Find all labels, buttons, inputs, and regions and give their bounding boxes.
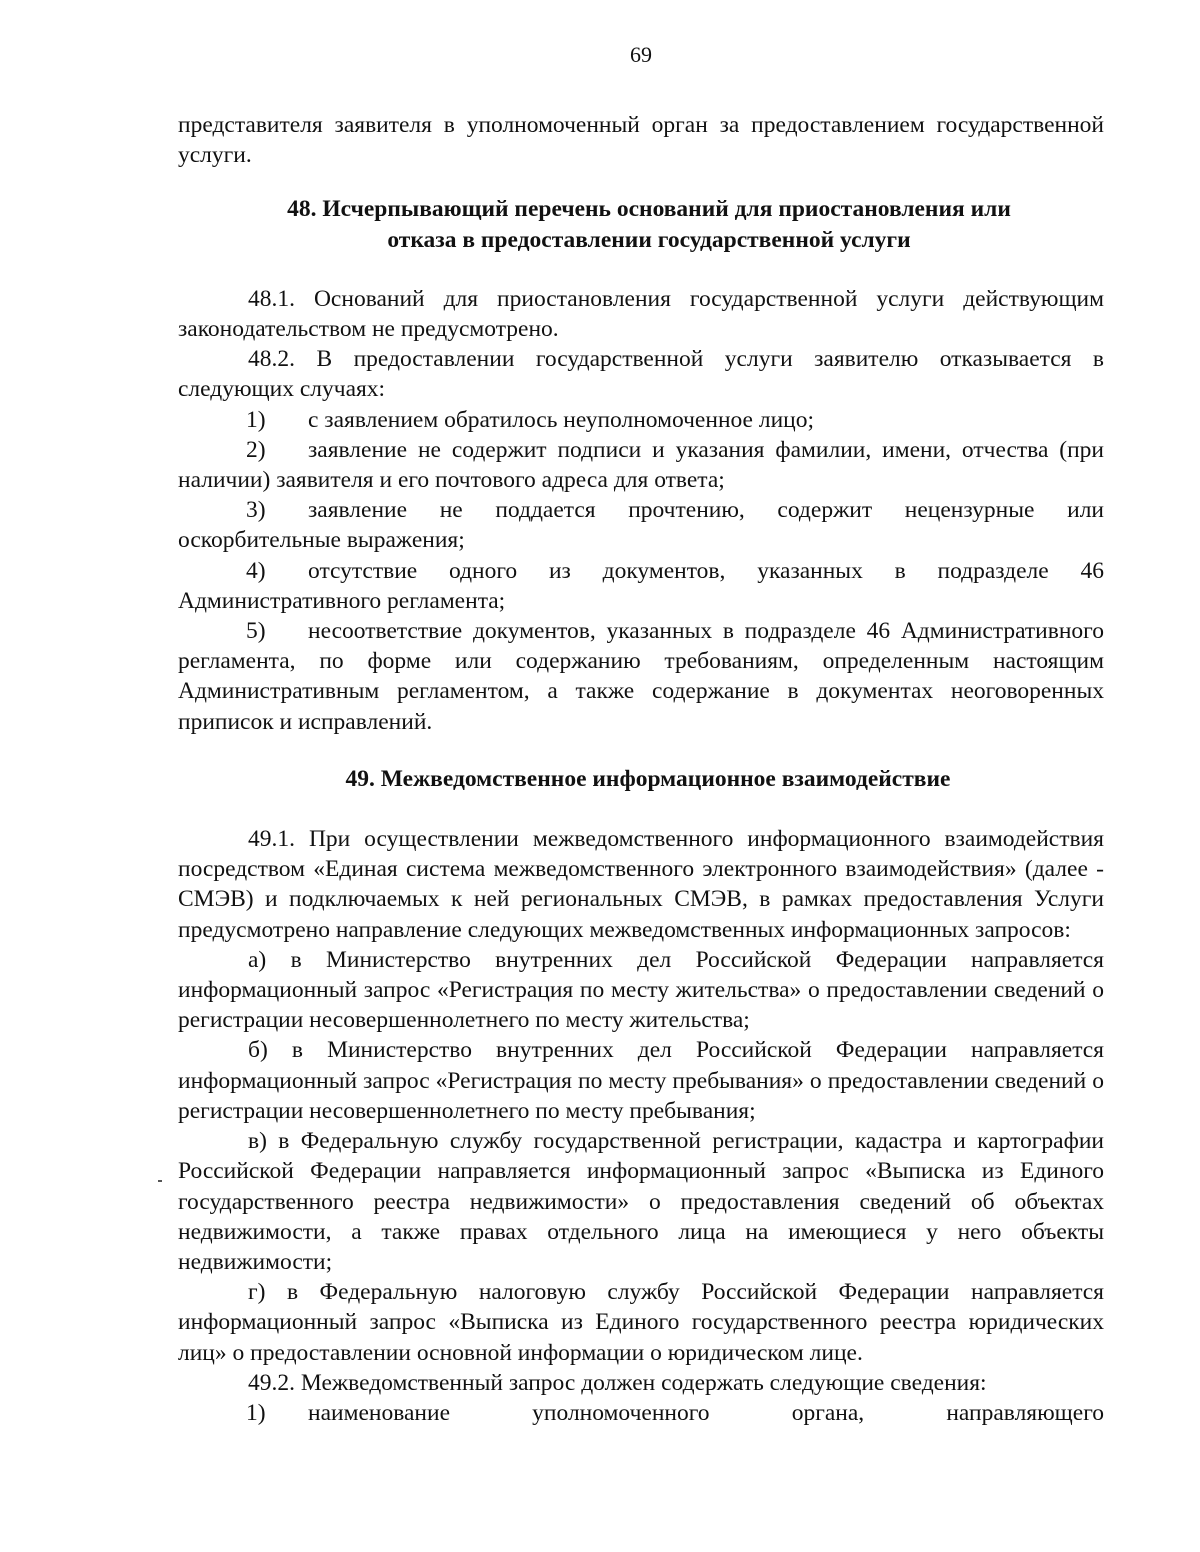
list-item-number: 2) — [246, 436, 266, 463]
list-item-number: 4) — [246, 557, 266, 584]
list-item-text: с заявлением обратилось неуполномоченное лицо; — [308, 406, 815, 433]
paragraph-48-1: 48.1. Оснований для приостановления государственной услуги действующим законодательством не предусмотрено. — [178, 285, 1104, 343]
paragraph-49-1: 49.1. При осуществлении межведомственного информационного взаимодействия посредством «Единая система межведомственного электронного взаимодействия» (далее - СМЭВ) и подключаемых к ней региональных СМЭВ, в рамках предоставления Услуги предусмотрено направление следующих межведомственных информационных запросов: — [178, 826, 1104, 943]
list-item-number: 1) — [246, 406, 266, 433]
list-item-number: 5) — [246, 618, 266, 645]
list-item — [178, 556, 1104, 616]
list-item-text: наименование уполномоченного органа, направляющего — [308, 1399, 1104, 1426]
page-number: 69 — [630, 42, 652, 67]
list-item-text: несоответствие документов, указанных в подразделе 46 Административного регламента, по форме или содержанию требованиям, определенным настоящим Административным регламентом, а также содержание в документах неоговоренных приписок и исправлений. — [178, 618, 1104, 735]
paragraph-49-1-g: г) в Федеральную налоговую службу Российской Федерации направляется информационный запрос «Выписка из Единого государственного реестра юридических лиц» о предоставлении основной информации о юридическом лице. — [178, 1279, 1104, 1366]
list-item — [178, 1398, 1104, 1428]
list-item-text: заявление не содержит подписи и указания фамилии, имени, отчества (при наличии) заявителя и его почтового адреса для ответа; — [178, 436, 1104, 494]
intro-paragraph: представителя заявителя в уполномоченный орган за предоставлением государственной услуги. — [178, 112, 1104, 169]
scan-mark — [158, 1180, 162, 1182]
list-item-text: заявление не поддается прочтению, содержит нецензурные или оскорбительные выражения; — [178, 497, 1104, 554]
paragraph-49-1-b: б) в Министерство внутренних дел Российской Федерации направляется информационный запрос «Регистрация по месту пребывания» о предоставлении сведений о регистрации несовершеннолетнего по месту пребывания; — [178, 1037, 1104, 1124]
list-item — [178, 495, 1104, 555]
list-item — [178, 405, 1104, 435]
paragraph-49-1-v: в) в Федеральную службу государственной регистрации, кадастра и картографии Российской Федерации направляется информационный запрос «Выписка из Единого государственного реестра недвижимости» о предоставления сведений об объектах недвижимости, а также правах отдельного лица на имеющиеся у него объекты недвижимости; — [178, 1128, 1104, 1275]
document-body — [178, 110, 1104, 1428]
paragraph-49-1-a: а) в Министерство внутренних дел Российской Федерации направляется информационный запрос «Регистрация по месту жительства» о предоставлении сведений о регистрации несовершеннолетнего по месту жительства; — [178, 946, 1104, 1034]
list-item-number: 1) — [246, 1399, 266, 1426]
section-48-heading-line1: 48. Исчерпывающий перечень оснований для приостановления или — [287, 196, 1011, 223]
section-48-heading — [178, 194, 1104, 254]
list-item-number: 3) — [246, 497, 266, 524]
list-item — [178, 435, 1104, 495]
paragraph-49-2: 49.2. Межведомственный запрос должен содержать следующие сведения: — [248, 1369, 987, 1396]
paragraph-48-2: 48.2. В предоставлении государственной услуги заявителю отказывается в следующих случаях: — [178, 346, 1104, 403]
list-item — [178, 616, 1104, 737]
section-48-heading-line2: отказа в предоставлении государственной услуги — [387, 226, 911, 253]
section-49-heading: 49. Межведомственное информационное взаимодействие — [345, 765, 951, 792]
list-item-text: отсутствие одного из документов, указанных в подразделе 46 Административного регламента; — [178, 557, 1104, 614]
